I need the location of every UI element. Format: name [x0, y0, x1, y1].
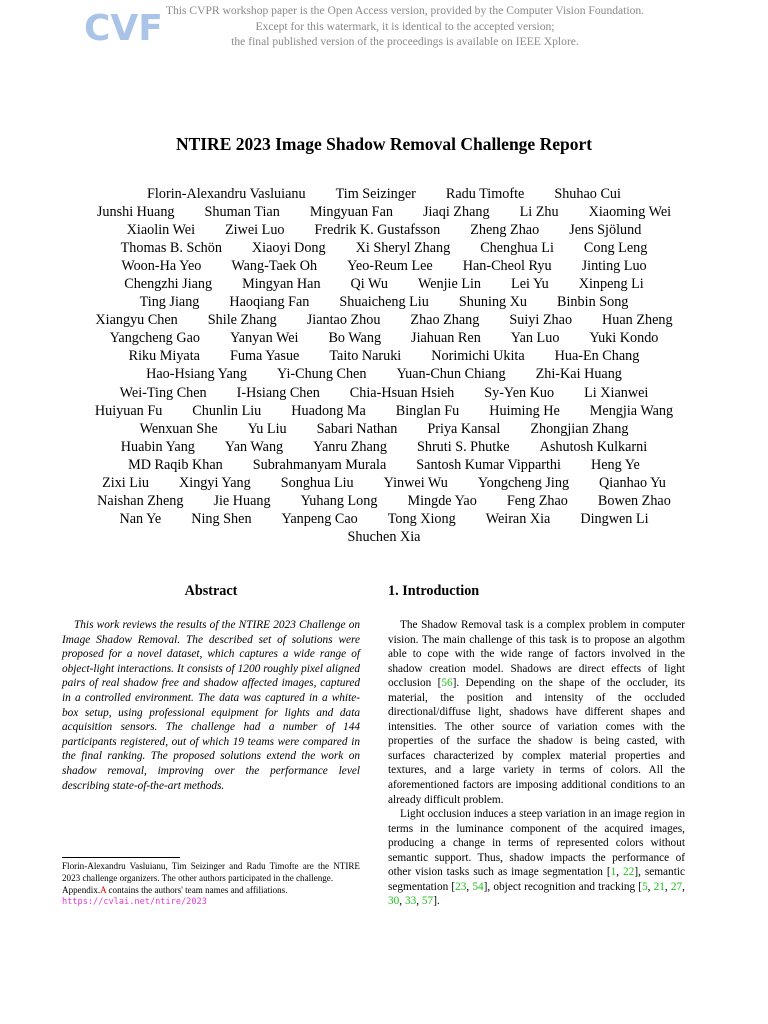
- author-name: Zheng Zhao: [470, 222, 540, 239]
- citation-link[interactable]: 56: [441, 677, 453, 690]
- author-name: Junshi Huang: [96, 204, 175, 221]
- author-name: Binbin Song: [557, 294, 629, 311]
- author-name: Xiangyu Chen: [95, 312, 178, 329]
- author-name: Yan Luo: [510, 330, 560, 347]
- author-name: Jiahuan Ren: [411, 330, 481, 347]
- author-name: Huiming He: [489, 402, 560, 419]
- author-name: Jiantao Zhou: [306, 312, 381, 329]
- author-name: Wenjie Lin: [417, 276, 482, 293]
- abstract-text: This work reviews the results of the NTIRE 2023 Challenge on Image Shadow Removal. The described set of solutions were proposed for a novel dataset, which captures a wide range of object-light interactions. It consists of 1200 roughly pixel aligned pairs of real shadow free and shadow affected images, captured in a controlled environment. The data was captured in a white-box setup, using professional equipment for lights and data acquisition sensors. The challenge had a number of 144 participants registered, out of which 19 teams were compared in the final ranking. The proposed solutions extend the work on shadow removal, improving over the performance level describing state-of-the-art methods.: [62, 619, 360, 792]
- author-name: Subrahmanyam Murala: [252, 456, 387, 473]
- author-name: Woon-Ha Yeo: [121, 258, 202, 275]
- author-name: Han-Cheol Ryu: [462, 258, 552, 275]
- author-line: [56, 438, 712, 456]
- citation-link[interactable]: 30: [388, 895, 400, 908]
- citation-link[interactable]: 33: [404, 895, 417, 908]
- author-line: [56, 402, 712, 420]
- introduction-heading: 1. Introduction: [388, 583, 480, 599]
- author-name: Sy-Yen Kuo: [484, 384, 555, 401]
- author-name: Suiyi Zhao: [509, 312, 573, 329]
- author-name: Thomas B. Schön: [120, 240, 222, 257]
- author-name: Tong Xiong: [387, 510, 456, 527]
- author-name: Jie Huang: [213, 492, 271, 509]
- citation-link[interactable]: 22: [623, 866, 635, 879]
- author-name: Xinpeng Li: [578, 276, 644, 293]
- author-name: Yan Wang: [224, 438, 284, 455]
- footnote: [62, 860, 360, 908]
- footnote-organizers: Florin-Alexandru Vasluianu, Tim Seizinger and Radu Timofte are the NTIRE 2023 challenge organizers. The other authors participated in the challenge.: [62, 861, 360, 884]
- challenge-url-link[interactable]: https://cvlai.net/ntire/2023: [62, 897, 207, 908]
- citation-link[interactable]: 57: [421, 895, 434, 908]
- author-name: Zhao Zhang: [410, 312, 480, 329]
- author-name: Shuchen Xia: [347, 528, 421, 545]
- author-name: Xi Sheryl Zhang: [355, 240, 451, 257]
- author-line: [56, 311, 712, 329]
- author-name: Hao-Hsiang Yang: [146, 366, 247, 383]
- author-name: Tim Seizinger: [335, 186, 416, 202]
- author-name: Yinwei Wu: [383, 474, 448, 491]
- author-name: Huadong Ma: [291, 402, 366, 419]
- author-name: Yuhang Long: [300, 492, 378, 509]
- author-line: [56, 203, 712, 221]
- footnote-divider: [62, 857, 180, 858]
- author-name: Yu Liu: [247, 420, 287, 437]
- author-name: Wenxuan She: [139, 420, 218, 437]
- author-name: Chenghua Li: [480, 240, 554, 257]
- appendix-link[interactable]: A: [100, 885, 107, 896]
- author-line: [56, 492, 712, 510]
- author-line: [56, 365, 712, 383]
- citation-link[interactable]: 54: [472, 880, 484, 893]
- intro-paragraph-1: The Shadow Removal task is a complex problem in computer vision. The main challenge of this task is to propose an algothm able to cope with the wide range of factors involved in the shadow creation model. Shadows are direct effects of light occlusion [56]. Depending on the shape of the occluder, its material, the position and intensity of the occluded directional/diffuse light, shadows have different shapes and intensities. The other source of variation comes with the properties of the surface the shadow is being casted, with surfaces characterized by complex material properties and textures, and a large variety in terms of colors. All the aforementioned factors are imposing additional conditions to an already difficult problem.: [388, 619, 685, 806]
- author-name: Jiaqi Zhang: [422, 204, 490, 221]
- author-name: Nan Ye: [119, 510, 162, 527]
- watermark: [150, 3, 660, 50]
- author-name: Shuaicheng Liu: [339, 294, 429, 311]
- author-line: [56, 510, 712, 528]
- left-column: [62, 580, 360, 793]
- author-name: Huan Zheng: [602, 312, 673, 329]
- author-name: Mingyan Han: [242, 276, 321, 293]
- author-name: Shruti S. Phutke: [416, 438, 510, 455]
- author-name: Naishan Zheng: [97, 492, 184, 509]
- author-line: [56, 420, 712, 438]
- author-line: [56, 528, 712, 546]
- author-name: Shile Zhang: [207, 312, 277, 329]
- author-name: Zhongjian Zhang: [530, 420, 629, 437]
- author-name: Norimichi Ukita: [431, 348, 525, 365]
- author-name: Yangcheng Gao: [109, 330, 200, 347]
- author-name: Priya Kansal: [427, 420, 501, 437]
- author-name: Ning Shen: [191, 510, 252, 527]
- author-name: Li Xianwei: [584, 384, 649, 401]
- watermark-line: Except for this watermark, it is identical to the accepted version;: [255, 19, 555, 33]
- author-name: Dingwen Li: [580, 510, 649, 527]
- author-name: Fuma Yasue: [229, 348, 300, 365]
- author-line: [56, 293, 712, 311]
- author-name: Xiaoyi Dong: [251, 240, 326, 257]
- author-line: [56, 347, 712, 365]
- author-name: Taito Naruki: [329, 348, 402, 365]
- author-name: Radu Timofte: [445, 186, 525, 202]
- paper-title: NTIRE 2023 Image Shadow Removal Challenge Report: [175, 134, 593, 154]
- author-name: Zixi Liu: [102, 474, 149, 491]
- author-name: Chengzhi Jiang: [124, 276, 213, 293]
- author-name: Huiyuan Fu: [94, 402, 163, 419]
- author-name: Cong Leng: [583, 240, 648, 257]
- author-name: Chia-Hsuan Hsieh: [349, 384, 455, 401]
- author-name: I-Hsiang Chen: [236, 384, 320, 401]
- author-list: [56, 185, 712, 546]
- citation-link[interactable]: 27: [670, 880, 683, 893]
- author-name: Florin-Alexandru Vasluianu: [147, 186, 306, 202]
- author-name: Bowen Zhao: [597, 492, 671, 509]
- citation-link[interactable]: 23: [455, 880, 467, 893]
- author-name: Mingyuan Fan: [309, 204, 393, 221]
- author-line: [56, 275, 712, 293]
- author-name: Binglan Fu: [395, 402, 460, 419]
- author-name: Weiran Xia: [485, 510, 551, 527]
- author-name: Hua-En Chang: [554, 348, 640, 365]
- author-name: Wang-Taek Oh: [231, 258, 318, 275]
- author-name: Yanru Zhang: [313, 438, 387, 455]
- author-name: Qi Wu: [350, 276, 388, 293]
- author-name: Li Zhu: [519, 204, 559, 221]
- author-name: Feng Zhao: [506, 492, 568, 509]
- author-name: Qianhao Yu: [599, 474, 666, 491]
- author-name: Jens Sjölund: [569, 222, 642, 239]
- intro-paragraph-2: Light occlusion induces a steep variation in an image region in terms in the luminance component of the acquired images, producing a change in terms of represented colors without semantic support. Thus, shadow impacts the performance of other vision tasks such as image segmentation [1, 22], semantic segmentation [23, 54], object recognition and tracking [5, 21, 27, 30, 33, 57].: [388, 808, 685, 908]
- author-line: [56, 257, 712, 275]
- author-name: Yuan-Chun Chiang: [396, 366, 506, 383]
- author-line: [56, 239, 712, 257]
- citation-link[interactable]: 1: [610, 866, 617, 879]
- watermark-line: This CVPR workshop paper is the Open Access version, provided by the Computer Vision Foundation.: [165, 4, 645, 17]
- author-line: [56, 221, 712, 239]
- author-name: Ziwei Luo: [225, 222, 285, 239]
- author-line: [56, 456, 712, 474]
- author-name: MD Raqib Khan: [128, 456, 223, 473]
- author-name: Yuki Kondo: [589, 330, 659, 347]
- author-name: Yongcheng Jing: [477, 474, 570, 491]
- footnote-appendix: Appendix.A contains the authors' team names and affiliations.: [62, 885, 288, 896]
- author-name: Shuning Xu: [458, 294, 528, 311]
- right-column: [388, 580, 685, 909]
- author-name: Chunlin Liu: [192, 402, 262, 419]
- author-name: Jinting Luo: [581, 258, 647, 275]
- author-name: Shuman Tian: [204, 204, 280, 221]
- author-line: [56, 329, 712, 347]
- author-name: Xiaolin Wei: [126, 222, 196, 239]
- author-name: Ting Jiang: [139, 294, 200, 311]
- author-name: Wei-Ting Chen: [119, 384, 207, 401]
- author-name: Yeo-Reum Lee: [347, 258, 433, 275]
- author-name: Yanpeng Cao: [281, 510, 358, 527]
- author-line: [56, 384, 712, 402]
- author-name: Sabari Nathan: [316, 420, 398, 437]
- author-name: Huabin Yang: [120, 438, 195, 455]
- author-name: Fredrik K. Gustafsson: [314, 222, 441, 239]
- author-name: Songhua Liu: [280, 474, 354, 491]
- author-name: Yanyan Wei: [229, 330, 299, 347]
- watermark-line: the final published version of the proceedings is available on IEEE Xplore.: [231, 35, 579, 48]
- author-name: Zhi-Kai Huang: [535, 366, 622, 383]
- author-name: Bo Wang: [328, 330, 382, 347]
- abstract-heading: Abstract: [184, 583, 238, 599]
- author-name: Lei Yu: [511, 276, 549, 293]
- cvf-logo-text: CVF: [84, 8, 163, 49]
- cvf-logo: [84, 6, 163, 49]
- author-line: [56, 474, 712, 492]
- author-name: Yi-Chung Chen: [276, 366, 367, 383]
- author-name: Xiaoming Wei: [588, 204, 672, 221]
- author-line: [56, 185, 712, 203]
- author-name: Ashutosh Kulkarni: [539, 438, 648, 455]
- author-name: Shuhao Cui: [554, 186, 621, 202]
- citation-link[interactable]: 21: [653, 880, 665, 893]
- citation-link[interactable]: 5: [642, 880, 648, 893]
- author-name: Xingyi Yang: [179, 474, 251, 491]
- author-name: Mengjia Wang: [589, 402, 674, 419]
- author-name: Heng Ye: [590, 456, 640, 473]
- author-name: Riku Miyata: [128, 348, 200, 365]
- author-name: Mingde Yao: [407, 492, 477, 509]
- author-name: Santosh Kumar Vipparthi: [416, 456, 561, 473]
- author-name: Haoqiang Fan: [229, 294, 310, 311]
